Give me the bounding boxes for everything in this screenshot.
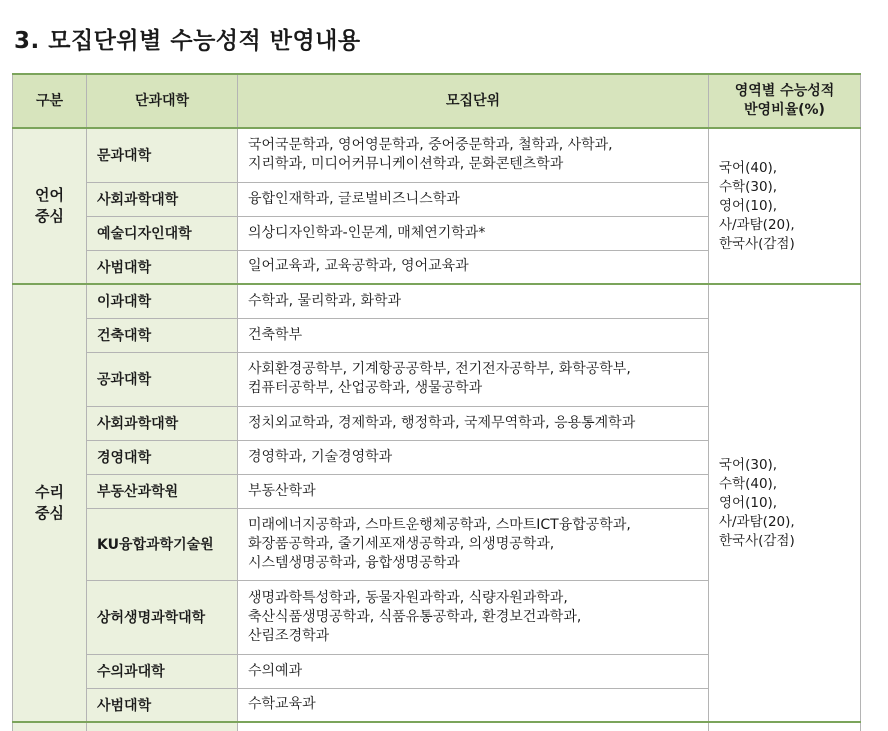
units-cell: 정치외교학과, 경제학과, 행정학과, 국제무역학과, 응용통계학과 xyxy=(238,406,709,440)
ratio-cell-language: 국어(40), 수학(30), 영어(10), 사/과탐(20), 한국사(감점) xyxy=(709,128,861,284)
college-cell: 경영대학 xyxy=(87,440,238,474)
table-row xyxy=(13,284,861,318)
cutoff-cell xyxy=(238,722,709,731)
units-cell: 수학교육과 xyxy=(238,688,709,722)
college-cell: 사범대학 xyxy=(87,250,238,284)
units-cell: 경영학과, 기술경영학과 xyxy=(238,440,709,474)
college-cell: 상허생명과학대학 xyxy=(87,580,238,654)
college-cell: 문과대학 xyxy=(87,128,238,182)
units-cell: 수의예과 xyxy=(238,654,709,688)
college-cell: 건축대학 xyxy=(87,318,238,352)
college-cell: 사범대학 xyxy=(87,688,238,722)
units-cell: 의상디자인학과-인문계, 매체연기학과* xyxy=(238,216,709,250)
units-cell: 생명과학특성학과, 동물자원과학과, 식량자원과학과, 축산식품생명공학과, 식품유통공학과, 환경보건과학과, 산림조경학과 xyxy=(238,580,709,654)
college-cell: 사회과학대학 xyxy=(87,182,238,216)
header-group: 구분 xyxy=(13,74,87,128)
college-cell: 수의과대학 xyxy=(87,654,238,688)
units-cell: 국어국문학과, 영어영문학과, 중어중문학과, 철학과, 사학과, 지리학과, 미디어커뮤니케이션학과, 문화콘텐츠학과 xyxy=(238,128,709,182)
cutoff-cell xyxy=(13,722,87,731)
units-cell: 융합인재학과, 글로벌비즈니스학과 xyxy=(238,182,709,216)
college-cell: 예술디자인대학 xyxy=(87,216,238,250)
header-ratio: 영역별 수능성적 반영비율(%) xyxy=(709,74,861,128)
group-cell-math: 수리 중심 xyxy=(13,284,87,722)
units-cell: 수학과, 물리학과, 화학과 xyxy=(238,284,709,318)
header-units: 모집단위 xyxy=(238,74,709,128)
cutoff-cell xyxy=(709,722,861,731)
units-cell: 미래에너지공학과, 스마트운행체공학과, 스마트ICT융합공학과, 화장품공학과, 줄기세포재생공학과, 의생명공학과, 시스템생명공학과, 융합생명공학과 xyxy=(238,508,709,580)
group-cell-language: 언어 중심 xyxy=(13,128,87,284)
college-cell: 사회과학대학 xyxy=(87,406,238,440)
admission-ratio-table xyxy=(12,73,861,731)
table-row-cutoff xyxy=(13,722,861,731)
college-cell: 공과대학 xyxy=(87,352,238,406)
units-cell: 부동산학과 xyxy=(238,474,709,508)
units-cell: 건축학부 xyxy=(238,318,709,352)
college-cell: 부동산과학원 xyxy=(87,474,238,508)
college-cell: KU융합과학기술원 xyxy=(87,508,238,580)
table-row xyxy=(13,128,861,182)
units-cell: 일어교육과, 교육공학과, 영어교육과 xyxy=(238,250,709,284)
page-title: 3. 모집단위별 수능성적 반영내용 xyxy=(14,28,361,54)
cutoff-cell xyxy=(87,722,238,731)
header-college: 단과대학 xyxy=(87,74,238,128)
table-header-row xyxy=(13,74,861,128)
units-cell: 사회환경공학부, 기계항공공학부, 전기전자공학부, 화학공학부, 컴퓨터공학부, 산업공학과, 생물공학과 xyxy=(238,352,709,406)
college-cell: 이과대학 xyxy=(87,284,238,318)
ratio-cell-math: 국어(30), 수학(40), 영어(10), 사/과탐(20), 한국사(감점) xyxy=(709,284,861,722)
